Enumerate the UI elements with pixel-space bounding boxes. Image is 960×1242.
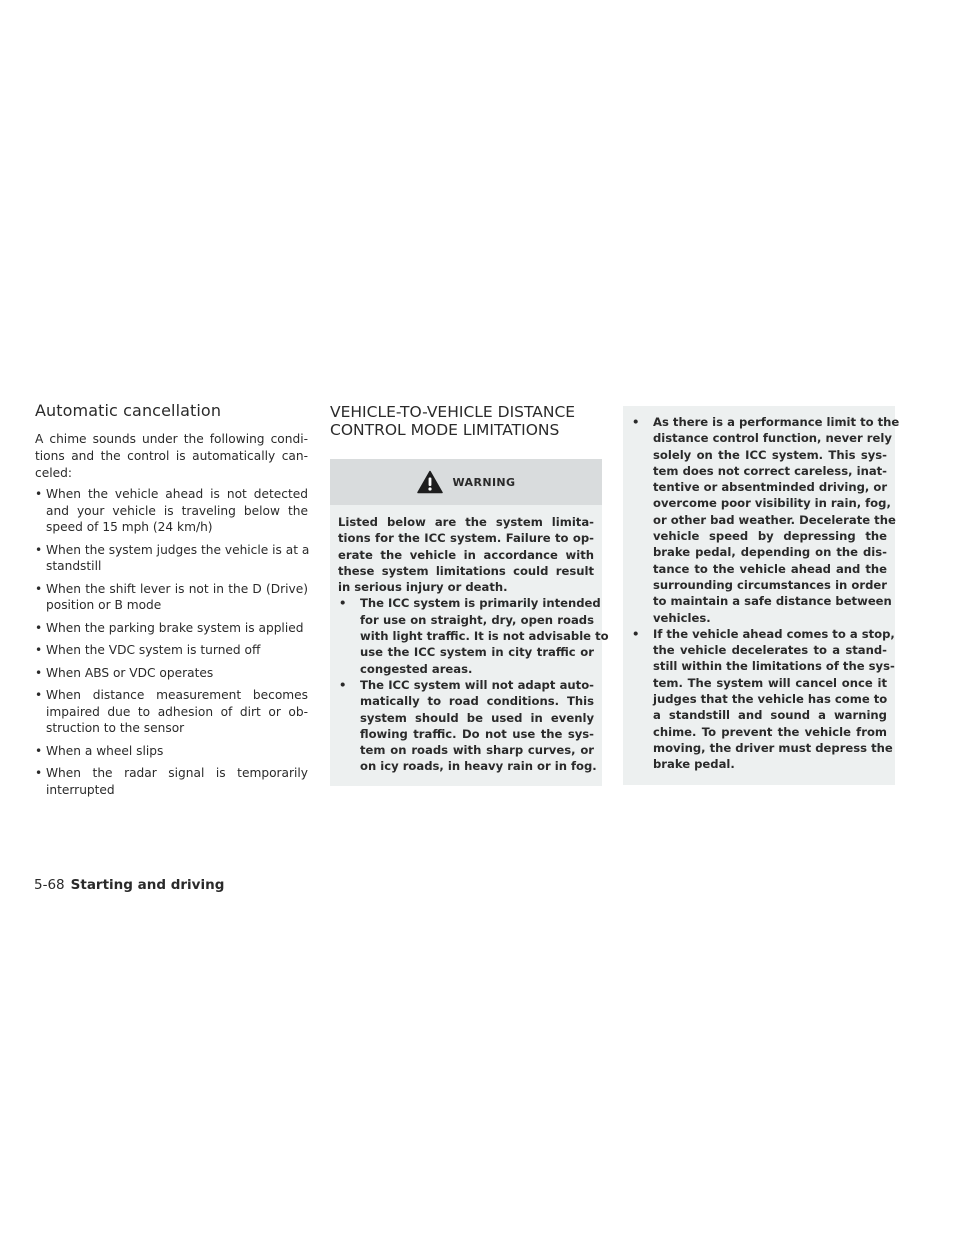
limitations-continued-column (623, 406, 900, 785)
text-line: overcome poor visibility in rain, fog, (653, 496, 891, 511)
list-item (35, 642, 308, 659)
text-line: system should be used in evenly (360, 710, 594, 725)
text-line: tem does not correct careless, inat- (653, 463, 887, 478)
text-line: tem. The system will cancel once it (653, 675, 887, 690)
list-item-line: impaired due to adhesion of dirt or ob- (46, 704, 308, 719)
list-item (35, 620, 308, 637)
page-footer (34, 877, 224, 893)
list-item-line: standstill (46, 559, 102, 573)
text-line: matically to road conditions. This (360, 694, 594, 709)
text-line: surrounding circumstances in order (653, 577, 887, 592)
warning-list-item (631, 414, 900, 626)
warning-header (330, 459, 602, 505)
text-line: brake pedal, depending on the dis- (653, 545, 887, 560)
warning-box (330, 459, 609, 786)
text-line: or other bad weather. Decelerate the (653, 512, 896, 527)
list-item-line: When the radar signal is temporarily (46, 766, 308, 780)
text-line: these system limitations could result (338, 563, 594, 578)
list-item (35, 486, 308, 536)
bullet-marker: • (35, 487, 43, 501)
list-item-line: When the parking brake system is applied (46, 620, 304, 635)
heading-line: VEHICLE-TO-VEHICLE DISTANCE (330, 403, 576, 421)
list-item-line: speed of 15 mph (24 km/h) (46, 520, 213, 534)
intro-line: celed: (35, 466, 72, 480)
list-item-line: When the system judges the vehicle is at a (46, 542, 310, 557)
cancellation-conditions-list (35, 486, 308, 798)
text-line: solely on the ICC system. This sys- (653, 447, 887, 462)
text-line: brake pedal. (653, 757, 735, 772)
bullet-marker: • (632, 626, 640, 641)
text-line: for use on straight, dry, open roads (360, 612, 594, 627)
text-line: tentive or absentminded driving, or (653, 480, 888, 495)
text-line: on icy roads, in heavy rain or in fog. (360, 759, 597, 774)
list-item-line: interrupted (46, 782, 115, 797)
text-line: with light traffic. It is not advisable to (360, 629, 609, 644)
text-line: flowing traffic. Do not use the sys- (360, 726, 594, 741)
list-item (35, 765, 308, 798)
warning-text (330, 505, 609, 786)
bullet-marker: • (35, 620, 43, 635)
text-line: still within the limitations of the sys- (653, 659, 895, 674)
text-line: The ICC system is primarily intended (360, 596, 601, 611)
bullet-marker: • (35, 743, 43, 758)
warning-intro (338, 514, 594, 595)
list-item-line: When the VDC system is turned off (46, 643, 261, 657)
text-line: a standstill and sound a warning (653, 708, 887, 723)
bullet-marker: • (35, 766, 43, 780)
list-item-line: and your vehicle is traveling below the (46, 503, 308, 518)
text-line: tions for the ICC system. Failure to op- (338, 531, 594, 546)
warning-list-item (338, 595, 609, 676)
section-heading: Automatic cancellation (35, 401, 222, 420)
bullet-marker: • (632, 415, 640, 429)
list-item-line: When the vehicle ahead is not detected (46, 487, 308, 501)
text-line: Listed below are the system limita- (338, 515, 594, 529)
text-line: the vehicle decelerates to a stand- (653, 643, 887, 658)
list-item-line: position or B mode (46, 598, 162, 612)
text-line: erate the vehicle in accordance with (338, 547, 594, 562)
intro-line: A chime sounds under the following condi- (35, 432, 308, 446)
heading-line: CONTROL MODE LIMITATIONS (330, 421, 560, 439)
text-line: tance to the vehicle ahead and the (653, 561, 887, 576)
list-item-line: struction to the sensor (46, 721, 185, 735)
list-item (35, 542, 308, 575)
text-line: use the ICC system in city traffic or (360, 645, 594, 660)
text-line: congested areas. (360, 661, 473, 676)
list-item (35, 743, 308, 760)
list-item-line: When the shift lever is not in the D (Drive) (46, 581, 308, 596)
bullet-marker: • (35, 581, 43, 596)
list-item-line: When ABS or VDC operates (46, 665, 214, 680)
list-item-line: When a wheel slips (46, 743, 164, 758)
bullet-marker: • (35, 665, 43, 680)
text-line: moving, the driver must depress the (653, 740, 893, 755)
text-line: judges that the vehicle has come to (653, 692, 888, 707)
text-line: vehicles. (653, 610, 711, 625)
list-item (35, 581, 308, 614)
list-item (35, 665, 308, 682)
text-line: If the vehicle ahead comes to a stop, (653, 626, 895, 641)
intro-paragraph (35, 431, 308, 482)
list-item (35, 687, 308, 737)
text-line: vehicle speed by depressing the (653, 529, 887, 544)
text-line: to maintain a safe distance between (653, 594, 892, 609)
bullet-marker: • (35, 643, 43, 657)
text-line: in serious injury or death. (338, 580, 508, 595)
bullet-marker: • (35, 542, 43, 557)
text-line: tem on roads with sharp curves, or (360, 743, 594, 758)
warning-box-continued (623, 406, 900, 785)
footer-section-title: Starting and driving (70, 877, 225, 893)
limitations-column (330, 403, 609, 786)
warning-list-item (631, 626, 895, 773)
warning-label: WARNING (452, 475, 516, 489)
limitations-heading (330, 403, 602, 439)
bullet-marker: • (339, 677, 347, 692)
text-line: The ICC system will not adapt auto- (360, 677, 594, 692)
bullet-marker: • (35, 688, 43, 702)
text-line: chime. To prevent the vehicle from (653, 724, 887, 739)
text-line: distance control function, never rely (653, 431, 892, 446)
warning-triangle-icon (417, 470, 443, 494)
text-line: As there is a performance limit to the (653, 415, 900, 429)
automatic-cancellation-column (35, 401, 308, 804)
intro-line: tions and the control is automatically can- (35, 449, 308, 463)
warning-list-item (338, 677, 597, 775)
bullet-marker: • (339, 596, 347, 611)
list-item-line: When distance measurement becomes (46, 688, 308, 702)
page-number: 5-68 (34, 877, 65, 893)
